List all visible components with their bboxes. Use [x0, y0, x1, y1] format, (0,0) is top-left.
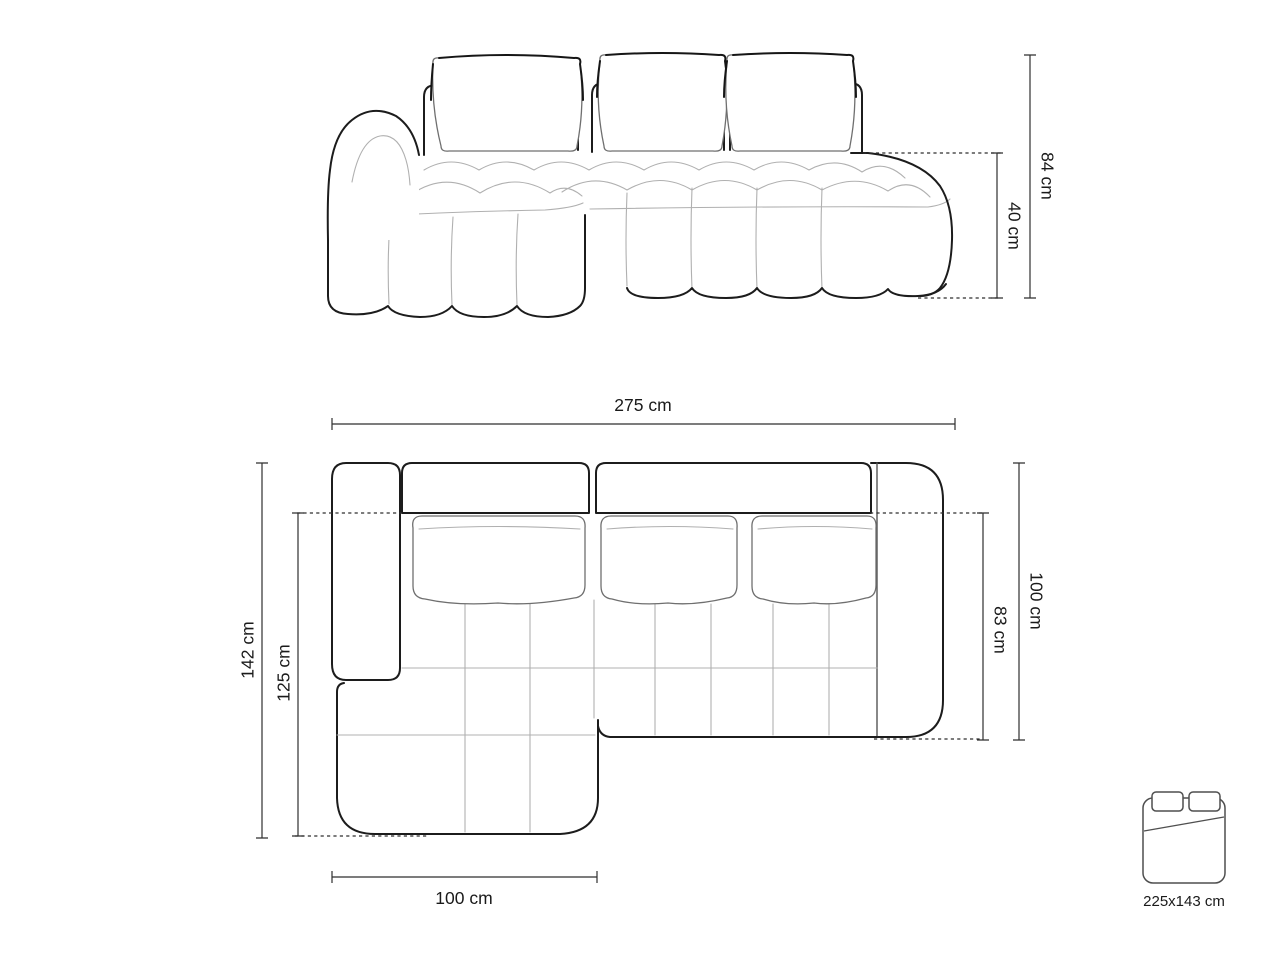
- seat-cushion-2: [601, 516, 737, 604]
- pillow-2: [598, 53, 727, 151]
- front-seat-height-label: 40 cm: [1004, 202, 1025, 250]
- front-total-height-dimension: [1024, 55, 1057, 298]
- plan-body-depth-dimension: [1013, 463, 1046, 740]
- seat-front-scallops: [627, 284, 946, 298]
- pillow-3: [726, 53, 855, 151]
- plan-body-depth-label: 100 cm: [1026, 572, 1047, 630]
- back-pillows: [431, 53, 856, 151]
- seat-cushion-1: [413, 516, 585, 604]
- plan-backrest-segment-1: [402, 463, 589, 513]
- plan-right-arm: [871, 463, 943, 737]
- plan-seat-inner-depth-label: 83 cm: [990, 606, 1011, 654]
- sleeping-area: [1143, 792, 1225, 910]
- pillow-1: [433, 55, 582, 151]
- plan-chaise-width-label: 100 cm: [435, 888, 493, 908]
- plan-chaise-inner-depth-label: 125 cm: [273, 644, 294, 702]
- top-view: [238, 395, 1047, 908]
- plan-chaise-inner-depth-dimension: [274, 513, 304, 836]
- seat-cushion-3: [752, 516, 876, 604]
- plan-seat-inner-depth-dimension: [977, 513, 1010, 740]
- plan-backrest-segment-2: [596, 463, 871, 513]
- front-seat-height-dimension: [991, 153, 1024, 298]
- bed-icon: [1143, 792, 1225, 883]
- front-view: [328, 53, 1058, 317]
- left-arm: [328, 111, 419, 240]
- plan-chaise-outline: [337, 683, 877, 834]
- plan-total-width-label: 275 cm: [614, 395, 672, 415]
- plan-total-depth-label: 142 cm: [237, 621, 258, 679]
- plan-total-width-dimension: [332, 395, 955, 430]
- plan-chaise-width-dimension: [332, 871, 597, 908]
- plan-quilting-grid: [337, 600, 877, 832]
- plan-left-arm: [332, 463, 400, 680]
- front-total-height-label: 84 cm: [1037, 152, 1058, 200]
- sleeping-area-label: 225x143 cm: [1143, 893, 1225, 910]
- plan-total-depth-dimension: [238, 463, 268, 838]
- plan-seat-cushions: [413, 516, 876, 604]
